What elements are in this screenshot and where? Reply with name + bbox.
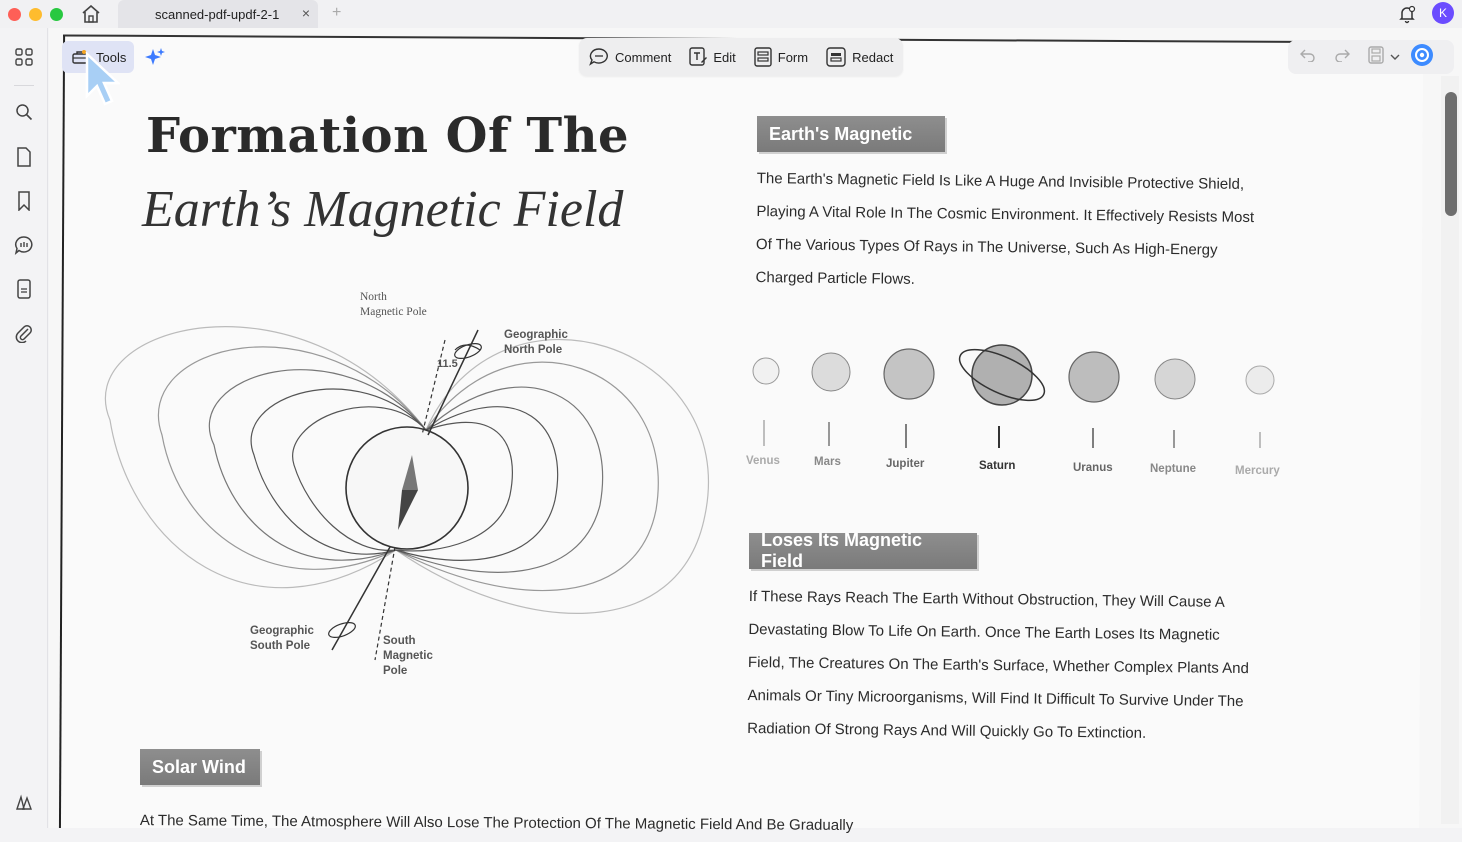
- planet-label-mars: Mars: [814, 456, 841, 468]
- section2-paragraph: [747, 580, 1250, 751]
- chevron-down-icon[interactable]: [1390, 48, 1400, 66]
- page-thumbnails-icon[interactable]: [13, 146, 35, 168]
- planets-illustration: [740, 338, 1300, 448]
- attachment-icon[interactable]: [13, 322, 35, 344]
- sidebar-divider: [14, 85, 34, 86]
- diagram-label-geographic-south-pole: Geographic South Pole: [250, 625, 314, 652]
- paragraph-line: Devastating Blow To Life On Earth. Once The Earth Loses Its Magnetic: [748, 620, 1220, 644]
- saturn-planet: [953, 339, 1052, 411]
- home-icon[interactable]: [80, 4, 102, 24]
- tab-title: scanned-pdf-updf-2-1: [155, 6, 280, 22]
- planet-label-jupiter: Jupiter: [886, 458, 925, 470]
- sparkle-icon[interactable]: [140, 42, 170, 72]
- diagram-label-geographic-north-pole: Geographic North Pole: [504, 329, 568, 356]
- notification-bell-icon[interactable]: [1397, 4, 1417, 24]
- jupiter-planet: [884, 349, 934, 399]
- bookmark-icon[interactable]: [13, 190, 35, 212]
- comment-button[interactable]: [589, 48, 671, 66]
- comment-icon: [589, 48, 609, 66]
- page-title-line1: Formation Of The: [146, 108, 630, 164]
- paragraph-line: Charged Particle Flows.: [755, 268, 915, 288]
- page-title-line2: Earth’s Magnetic Field: [142, 181, 624, 238]
- window-controls: [8, 8, 63, 21]
- tab-close-icon[interactable]: ×: [301, 5, 310, 21]
- neptune-planet: [1155, 359, 1195, 399]
- form-button[interactable]: [754, 47, 808, 67]
- mars-planet: [812, 353, 850, 391]
- venus-planet: [753, 358, 779, 384]
- layers-icon[interactable]: [13, 792, 35, 814]
- section1-paragraph: [755, 162, 1254, 300]
- planet-label-neptune: Neptune: [1150, 463, 1196, 475]
- document-icon[interactable]: [13, 278, 35, 300]
- tools-label: Tools: [96, 49, 127, 65]
- paragraph-line: Animals Or Tiny Microorganisms, Will Find It Difficult To Survive Under The: [747, 686, 1244, 711]
- redo-icon[interactable]: [1334, 48, 1350, 67]
- uranus-planet: [1069, 352, 1119, 402]
- section-heading-earths-magnetic: Earth's Magnetic: [757, 116, 945, 152]
- title-bar: [0, 0, 1462, 28]
- redact-button[interactable]: [826, 47, 893, 67]
- paragraph-line: Of The Various Types Of Rays in The Universe, Such As High-Energy: [755, 235, 1218, 259]
- paragraph-line: The Earth's Magnetic Field Is Like A Huge And Invisible Protective Shield,: [756, 169, 1245, 193]
- comment-label: Comment: [615, 49, 672, 65]
- mercury-planet: [1246, 366, 1274, 394]
- close-window-button[interactable]: [8, 8, 21, 21]
- section3-paragraph-line: At The Same Time, The Atmosphere Will Also Lose The Protection Of The Magnetic Field And Be Gradually: [139, 811, 854, 834]
- paragraph-line: Radiation Of Strong Rays And Will Quickly Go To Extinction.: [747, 719, 1147, 742]
- section-heading-solar-wind: Solar Wind: [140, 749, 260, 785]
- diagram-label-north-magnetic-pole: North Magnetic Pole: [360, 291, 427, 318]
- mouse-cursor-icon: [84, 52, 120, 108]
- scrollbar-thumb[interactable]: [1445, 92, 1457, 216]
- minimize-window-button[interactable]: [29, 8, 42, 21]
- redact-label: Redact: [852, 49, 894, 65]
- new-tab-icon[interactable]: +: [332, 4, 342, 21]
- planet-label-mercury: Mercury: [1235, 465, 1280, 477]
- diagram-label-south-magnetic-pole: South Magnetic Pole: [383, 635, 433, 677]
- paragraph-line: Playing A Vital Role In The Cosmic Environment. It Effectively Resists Most: [756, 202, 1255, 227]
- comments-icon[interactable]: [13, 234, 35, 256]
- search-icon[interactable]: [13, 101, 35, 123]
- form-icon: [754, 47, 772, 67]
- planet-label-saturn: Saturn: [979, 460, 1016, 472]
- diagram-label-angle: 11.5: [437, 358, 458, 370]
- edit-text-icon: [689, 47, 707, 67]
- form-label: Form: [777, 49, 809, 65]
- paragraph-line: If These Rays Reach The Earth Without Obstruction, They Will Cause A: [748, 587, 1225, 611]
- zoom-window-button[interactable]: [50, 8, 63, 21]
- edit-button[interactable]: [689, 47, 735, 67]
- paragraph-line: Field, The Creatures On The Earth's Surface, Whether Complex Plants And: [747, 653, 1249, 678]
- save-icon[interactable]: [1368, 46, 1384, 69]
- left-sidebar: [0, 28, 48, 828]
- user-avatar[interactable]: K: [1432, 2, 1454, 24]
- planet-label-uranus: Uranus: [1073, 462, 1113, 474]
- apps-grid-icon[interactable]: [13, 46, 35, 68]
- redact-icon: [826, 47, 846, 67]
- updf-ai-icon[interactable]: [1410, 43, 1434, 72]
- section-heading-loses-magnetic-field: Loses Its Magnetic Field: [749, 533, 977, 569]
- edit-label: Edit: [713, 49, 736, 65]
- edit-mode-toolbar: [579, 38, 903, 76]
- right-toolbar: [1288, 40, 1454, 74]
- planet-label-venus: Venus: [746, 455, 780, 467]
- undo-icon[interactable]: [1300, 48, 1316, 67]
- document-tab[interactable]: [118, 0, 318, 28]
